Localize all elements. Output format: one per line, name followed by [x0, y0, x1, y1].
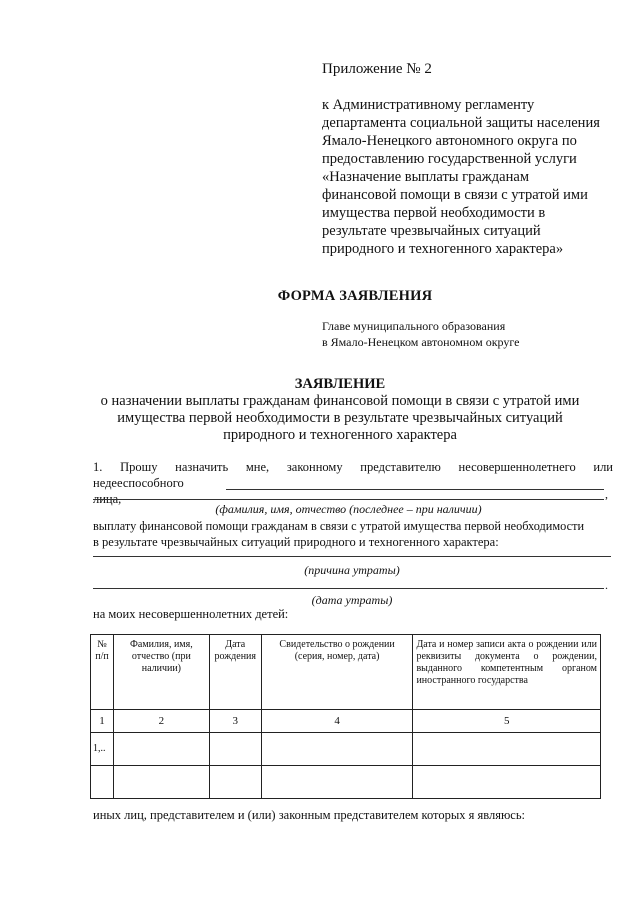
application-heading — [40, 376, 640, 444]
form-title: ФОРМА ЗАЯВЛЕНИЯ — [277, 288, 433, 304]
table-cell[interactable] — [261, 766, 413, 799]
payment-line2: в результате чрезвычайных ситуаций природного и техногенного характера: — [93, 535, 499, 549]
application-title: ЗАЯВЛЕНИЕ — [294, 376, 386, 392]
fio-comma: , — [605, 487, 608, 501]
request-line1: 1. Прошу назначить мне, законному представителю несовершеннолетнего или — [93, 460, 613, 474]
table-cell[interactable] — [113, 733, 209, 766]
col-number: 5 — [413, 710, 601, 733]
request-line2: недееспособного лица, — [93, 476, 184, 506]
header-fio: Фамилия, имя, отчество (при наличии) — [113, 635, 209, 710]
table-header-row — [91, 635, 601, 710]
caption-reason: (причина утраты) — [304, 563, 400, 577]
other-persons-line: иных лиц, представителем и (или) законным представителем которых я являюсь: — [93, 808, 526, 822]
header-certificate: Свидетельство о рождении (серия, номер, дата) — [261, 635, 413, 710]
reason-fill-line[interactable] — [93, 556, 611, 557]
heading-line1: о назначении выплаты гражданам финансовой помощи в связи с утратой ими — [100, 393, 580, 409]
row-index: 1,.. — [91, 733, 114, 766]
col-number: 1 — [91, 710, 114, 733]
table-row[interactable] — [91, 766, 601, 799]
fio-fill-line-1[interactable] — [226, 489, 604, 490]
table-cell[interactable] — [413, 766, 601, 799]
appendix-line: к Административному регламенту — [322, 97, 535, 113]
addressee-line1: Главе муниципального образования — [322, 319, 506, 333]
children-table — [90, 634, 601, 799]
col-number: 4 — [261, 710, 413, 733]
table-cell[interactable] — [261, 733, 413, 766]
header-birthdate: Дата рождения — [209, 635, 261, 710]
payment-line1: выплату финансовой помощи гражданам в связи с утратой имущества первой необходимости — [93, 519, 585, 533]
addressee-line2: в Ямало-Ненецком автономном округе — [322, 335, 520, 349]
appendix-number: Приложение № 2 — [322, 61, 432, 77]
appendix-line: департамента социальной защиты населения — [322, 115, 600, 131]
date-fill-line[interactable] — [93, 588, 604, 589]
table-row — [91, 710, 601, 733]
col-number: 2 — [113, 710, 209, 733]
appendix-line: финансовой помощи в связи с утратой ими — [322, 187, 588, 203]
children-intro: на моих несовершеннолетних детей: — [93, 607, 289, 621]
table-cell[interactable] — [209, 766, 261, 799]
table-cell[interactable] — [113, 766, 209, 799]
caption-fio: (фамилия, имя, отчество (последнее – при наличии) — [215, 502, 482, 516]
caption-date: (дата утраты) — [311, 593, 393, 607]
addressee-block — [322, 318, 622, 350]
appendix-line: природного и техногенного характера» — [322, 241, 564, 257]
table-row[interactable] — [91, 733, 601, 766]
appendix-line: Ямало-Ненецкого автономного округа по — [322, 133, 577, 149]
appendix-line: предоставлению государственной услуги — [322, 151, 577, 167]
header-record: Дата и номер записи акта о рождении или реквизиты документа о рождении, выданного компетентным органом иностранного государства — [413, 635, 601, 710]
appendix-line: имущества первой необходимости в — [322, 205, 546, 221]
date-dot: . — [605, 578, 608, 592]
appendix-line: «Назначение выплаты гражданам — [322, 169, 529, 185]
appendix-block — [322, 60, 622, 258]
appendix-line: результате чрезвычайных ситуаций — [322, 223, 541, 239]
table-cell[interactable] — [209, 733, 261, 766]
table-cell[interactable] — [413, 733, 601, 766]
fio-fill-line-2[interactable] — [93, 499, 604, 500]
table-cell[interactable] — [91, 766, 114, 799]
header-num: № п/п — [91, 635, 114, 710]
col-number: 3 — [209, 710, 261, 733]
heading-line2: имущества первой необходимости в результате чрезвычайных ситуаций — [117, 410, 563, 426]
heading-line3: природного и техногенного характера — [223, 427, 457, 443]
